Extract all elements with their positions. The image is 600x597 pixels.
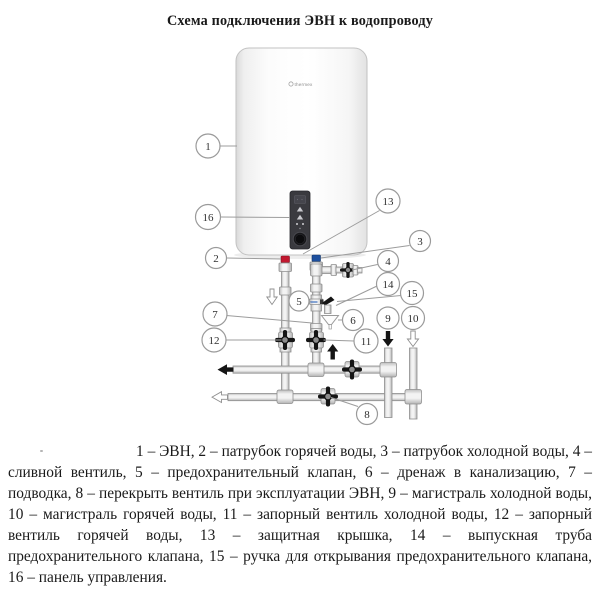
tee-hot-riser [277,390,293,404]
callout-2-label: 2 [213,252,219,265]
callout-2 [206,248,227,269]
callout-16-label: 16 [202,211,214,224]
safety-valve-outlet-tube [325,305,332,314]
callout-9 [377,307,399,329]
hot-riser-coupling [280,287,292,295]
cold-main-down-arrow-icon [382,331,393,347]
safety-valve-lever [322,297,335,306]
hot-water-riser [267,256,295,397]
hot-outlet-nut [279,263,292,272]
water-heater [234,48,367,259]
callout-7 [203,302,227,326]
callout-8 [357,404,378,425]
drain-funnel [322,316,339,325]
control-panel [290,191,310,249]
callout-14 [377,273,400,296]
callout-5-label: 5 [296,295,302,308]
callout-15 [401,282,424,305]
callout-12-label: 12 [208,334,220,347]
callout-3-label: 3 [417,235,423,248]
callout-5 [289,291,309,311]
legend-text: 1 – ЭВН, 2 – патрубок горячей воды, 3 – патрубок холодной воды, 4 – сливной вентиль, 5 – предохранительный клапан, 6 – дренаж в канализацию, 7 – подводка, 8 – перекрыть вентиль при эксплуатации ЭВН, 9 – магистраль холодной воды, 10 – магистраль горячей воды, 11 – запорный вентиль холодной воды, 12 – запорный вентиль горячей воды, 13 – защитная крышка, 14 – выпускная труба предохранительного клапана, 15 – ручка для открывания предохранительного клапана, 16 – панель управления. [8,443,592,586]
cold-flow-up-arrow-icon [327,344,338,360]
hot-main-pipe [410,348,418,419]
scan-artifact [40,450,43,452]
tee-cold-riser [308,363,324,377]
tee-hot-main [405,390,422,405]
drain-funnel-stem [329,325,331,330]
callout-15-label: 15 [406,287,418,300]
panel-display [295,196,306,204]
callout-11 [354,329,378,353]
callout-11-label: 11 [360,335,372,348]
brand-logo-text: thermex [294,82,313,88]
panel-indicator-dot [299,228,300,229]
callout-4 [378,251,399,272]
hot-flow-down-arrow-icon [267,289,277,305]
cold-riser-coupling [311,284,323,292]
cold-main-pipe [385,348,393,418]
cold-flow-left-arrow-icon [218,364,234,375]
callout-6 [343,310,364,331]
display-dot [297,199,298,200]
panel-indicator-dot [296,223,298,225]
drain-tee [311,264,323,276]
callout-16 [196,205,221,230]
callout-7-label: 7 [212,308,218,321]
callout-10 [402,307,425,330]
callout-12 [202,328,226,352]
page-title: Схема подключения ЭВН к водопроводу [166,13,434,29]
panel-indicator-dot [302,223,304,225]
callout-13 [376,189,400,213]
hot-flow-left-arrow-icon [212,392,228,403]
callout-8-label: 8 [364,408,370,421]
cold-riser-pipe [313,261,321,371]
callout-10-label: 10 [407,312,419,325]
callout-14-label: 14 [382,278,394,291]
callout-13-label: 13 [382,195,394,208]
callout-4-label: 4 [385,255,391,268]
hot-main-down-arrow-icon [407,331,418,347]
callout-6-label: 6 [350,314,356,327]
panel-knob-center [295,234,304,243]
hot-outlet-band [281,256,290,263]
callout-3 [410,231,431,252]
callout-1 [196,134,220,158]
callout-9-label: 9 [385,312,391,325]
cold-inlet-band [312,255,321,262]
tee-cold-main [380,363,397,378]
callout-1-label: 1 [205,140,211,153]
display-dot [301,199,302,200]
